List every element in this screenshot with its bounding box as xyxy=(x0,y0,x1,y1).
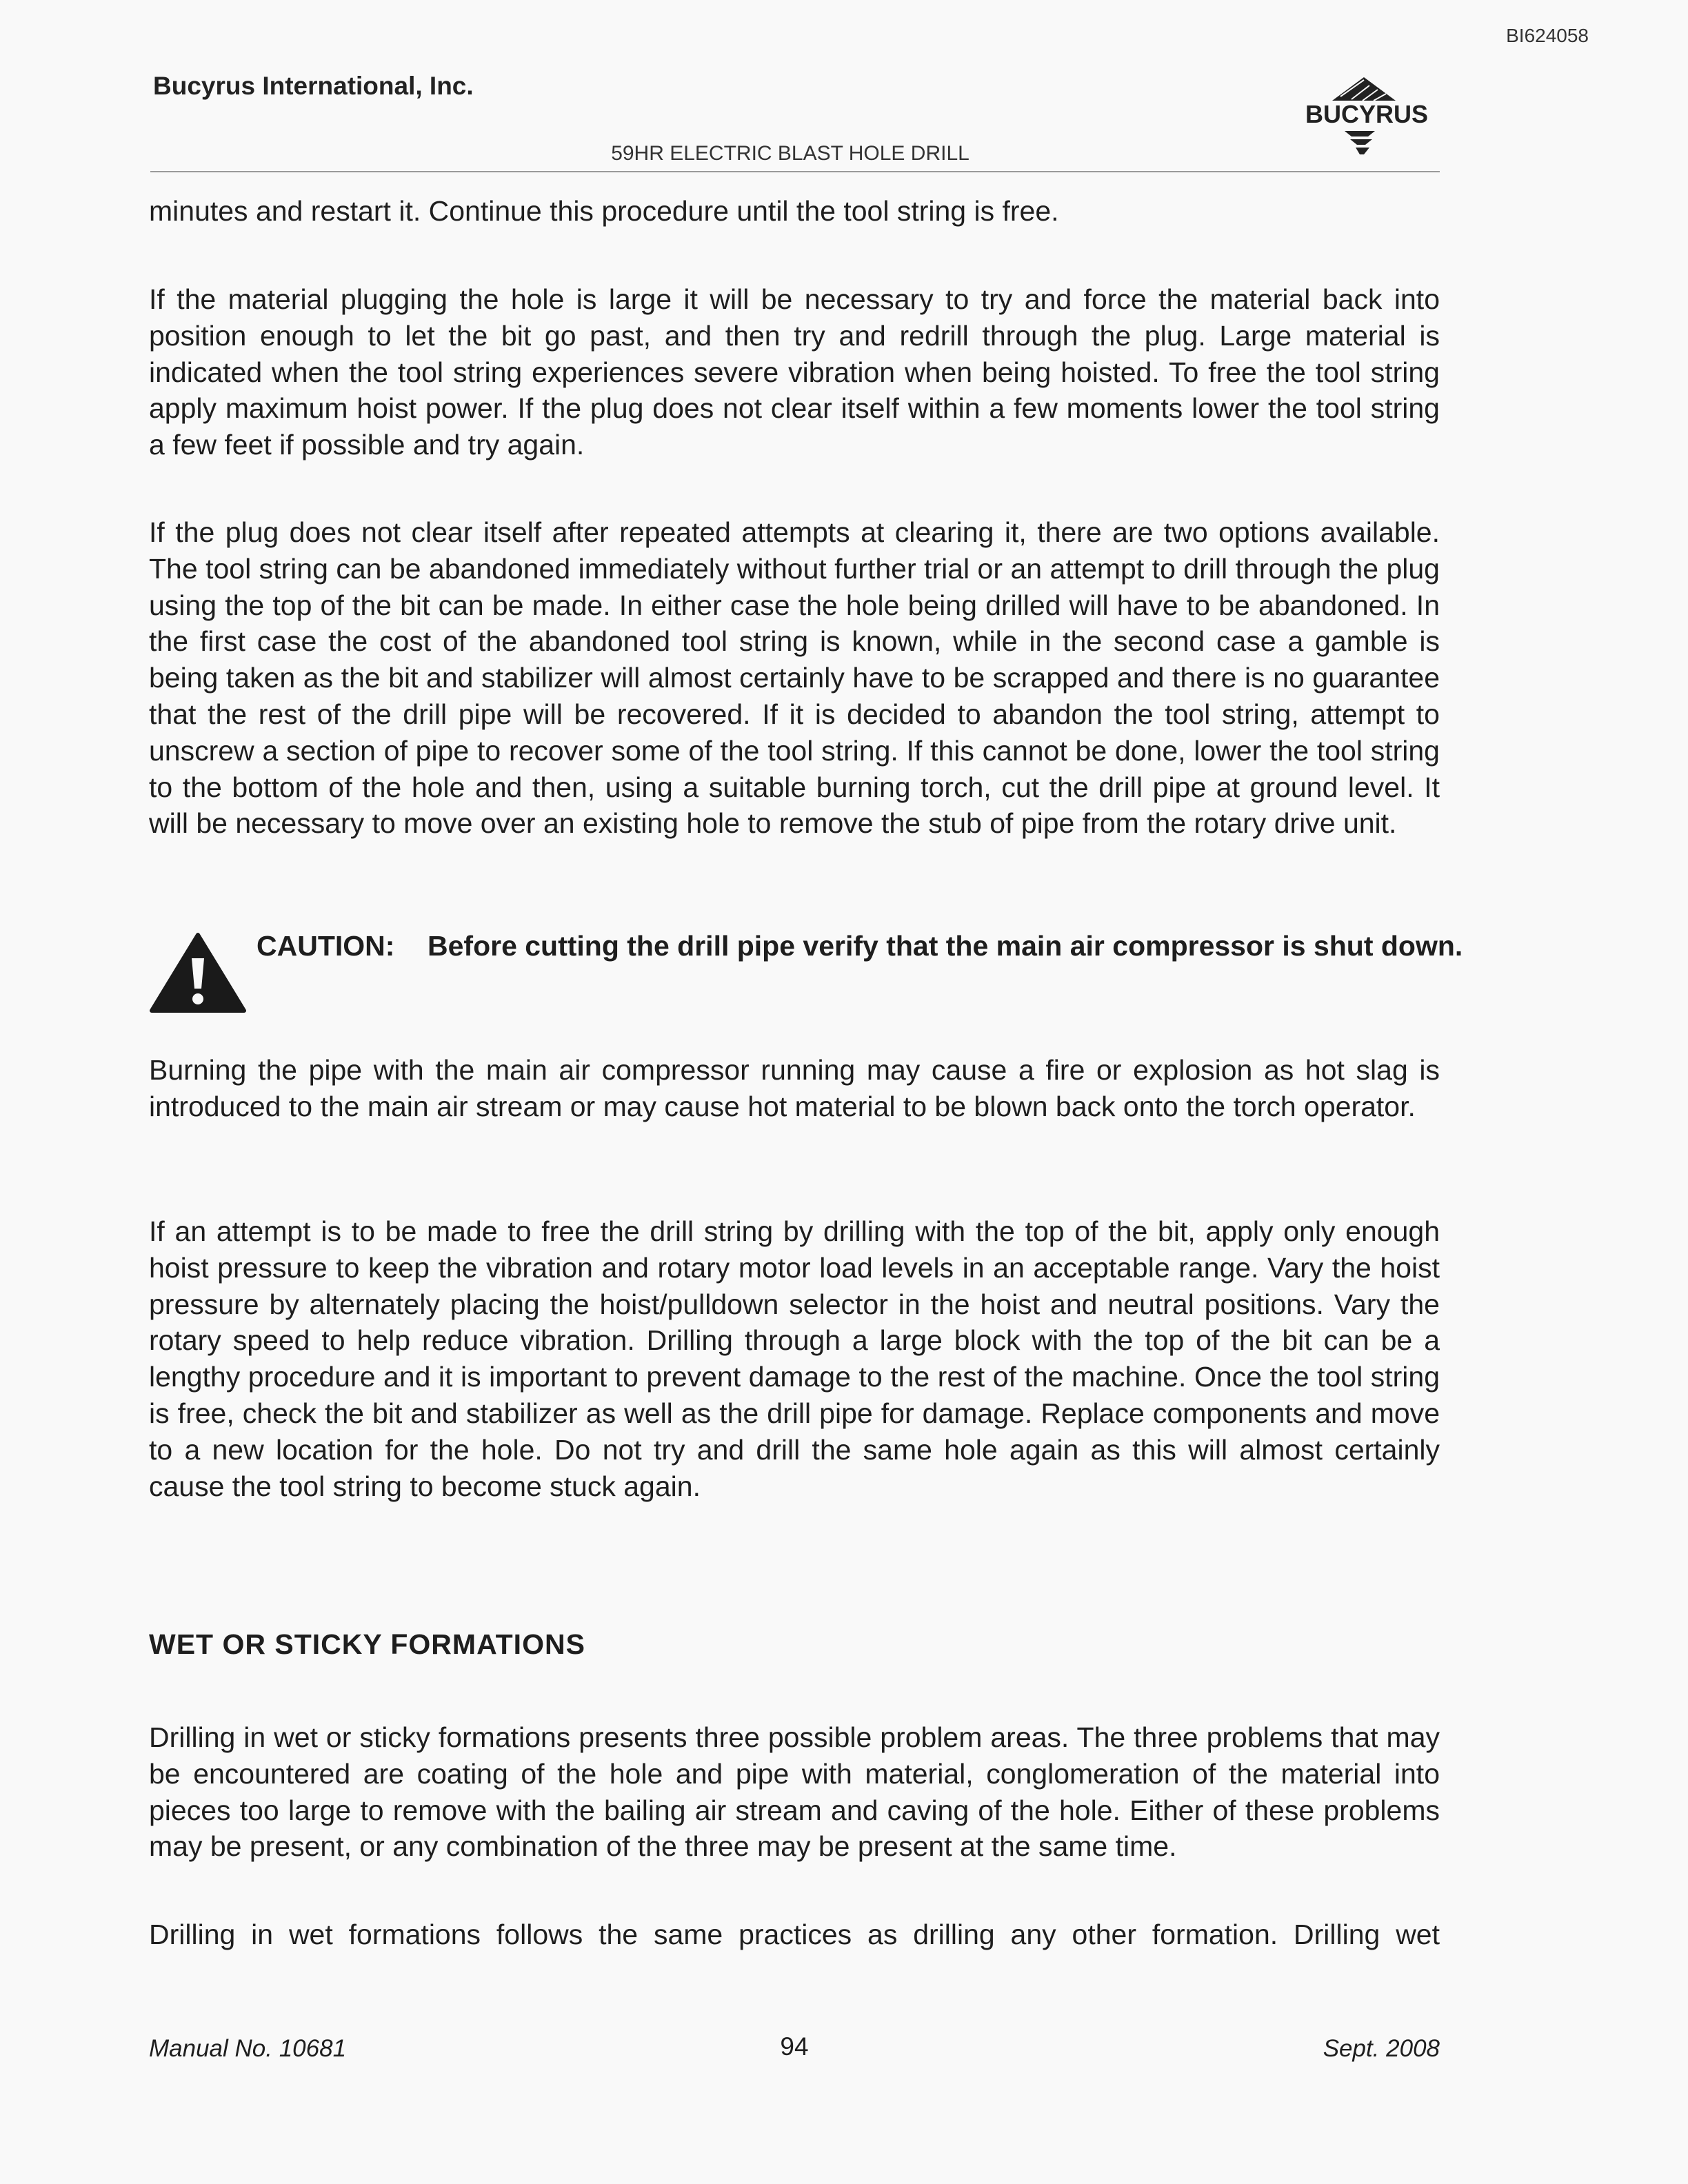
paragraph-6 xyxy=(149,1719,1440,1865)
paragraph-1 xyxy=(149,193,1440,230)
paragraph-3 xyxy=(149,514,1440,842)
caution-block xyxy=(149,928,1463,1018)
paragraph-2 xyxy=(149,281,1440,463)
page-footer xyxy=(149,2032,1440,2067)
paragraph-2-text: If the material plugging the hole is large it will be necessary to try and force the material back into position enough to let the bit go past, and then try and redrill through the plug. Large material is indicated when the tool string experiences severe vibration when being hoisted. To free the tool string apply maximum hoist power. If the plug does not clear itself within a few moments lower the tool string a few feet if possible and try again. xyxy=(149,283,1440,461)
paragraph-5 xyxy=(149,1213,1440,1504)
document-code: BI624058 xyxy=(1506,25,1589,46)
paragraph-7-text: Drilling in wet formations follows the same practices as drilling any other formation. Drilling wet xyxy=(149,1919,1440,1950)
caution-text: Before cutting the drill pipe verify that the main air compressor is shut down. xyxy=(428,930,1463,962)
header-divider xyxy=(150,171,1440,172)
section-heading: WET OR STICKY FORMATIONS xyxy=(149,1628,585,1660)
paragraph-1-text: minutes and restart it. Continue this procedure until the tool string is free. xyxy=(149,195,1059,227)
warning-triangle-icon xyxy=(149,931,247,1015)
revision-date: Sept. 2008 xyxy=(1323,2035,1440,2062)
paragraph-6-text: Drilling in wet or sticky formations presents three possible problem areas. The three problems that may be encountered are coating of the hole and pipe with material, conglomeration of the material into pieces too large to remove with the bailing air stream and caving of the hole. Either of these problems may be present, or any combination of the three may be present at the same time. xyxy=(149,1721,1440,1863)
company-name: Bucyrus International, Inc. xyxy=(153,72,474,100)
document-subtitle: 59HR ELECTRIC BLAST HOLE DRILL xyxy=(611,142,969,165)
page-number: 94 xyxy=(780,2032,809,2061)
paragraph-5-text: If an attempt is to be made to free the drill string by drilling with the top of the bit, apply only enough hoist pressure to keep the vibration and rotary motor load levels in an acceptable range. Vary the hoist pressure by alternately placing the hoist/pulldown selector in the hoist and neutral positions. Vary the rotary speed to help reduce vibration. Drilling through a large block with the top of the bit can be a lengthy procedure and it is important to prevent damage to the rest of the machine. Once the tool string is free, check the bit and stabilizer as well as the drill pipe for damage. Replace components and move to a new location for the hole. Do not try and drill the same hole again as this will almost certainly cause the tool string to become stuck again. xyxy=(149,1215,1440,1502)
paragraph-7 xyxy=(149,1917,1440,1953)
logo-text: BUCYRUS xyxy=(1305,100,1429,128)
paragraph-4 xyxy=(149,1052,1440,1125)
caution-label: CAUTION: xyxy=(257,930,395,962)
paragraph-3-text: If the plug does not clear itself after repeated attempts at clearing it, there are two options available. The tool string can be abandoned immediately without further trial or an attempt to drill through the plug using the top of the bit can be made. In either case the hole being drilled will have to be abandoned. In the first case the cost of the abandoned tool string is known, while in the second case a gamble is being taken as the bit and stabilizer will almost certainly have to be scrapped and there is no guarantee that the rest of the drill pipe will be recovered. If it is decided to abandon the tool string, attempt to unscrew a section of pipe to recover some of the tool string. If this cannot be done, lower the tool string to the bottom of the hole and then, using a suitable burning torch, cut the drill pipe at ground level. It will be necessary to move over an existing hole to remove the stub of pipe from the rotary drive unit. xyxy=(149,516,1440,840)
paragraph-4-text: Burning the pipe with the main air compressor running may cause a fire or explosion as hot slag is introduced to the main air stream or may cause hot material to be blown back onto the torch operator. xyxy=(149,1054,1440,1122)
manual-number: Manual No. 10681 xyxy=(149,2035,347,2062)
